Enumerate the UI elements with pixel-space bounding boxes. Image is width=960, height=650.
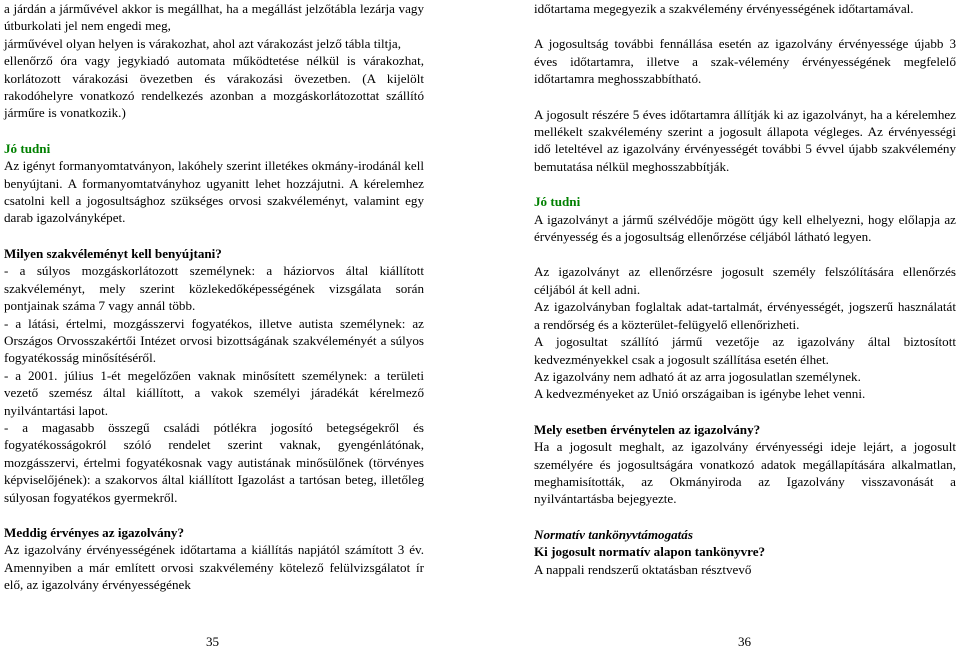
opinion-item-1: - a súlyos mozgáskorlátozott személynek: a háziorvos által kiállított szakvéleményt, mely szerint közlekedőképességének vizsgálata során pontjainak száma 7 vagy annál több. <box>4 263 424 314</box>
intro-paragraph-3: ellenőrző óra vagy jegykiadó automata működtetése nélkül is várakozhat, korlátozott várakozási övezetben és várakozási övezetben. (A kijelölt rakodóhelyre vonatkozó rendelkezés azonban a mozgáskorlátozottat szállító járműre is vonatkozik.) <box>4 53 424 121</box>
five-year-paragraph: A jogosult részére 5 éves időtartamra állítják ki az igazolványt, ha a kérelemhez mellékelt szakvélemény szerint a jogosult állapota végleges. Az érvényességi idő leteltével az igazolvány érvényességét további 5 évvel újabb szakvélemény bemutatása nélkül meghosszabbítják. <box>534 106 956 174</box>
left-column <box>4 0 424 594</box>
opinion-item-3: - a 2001. július 1-ét megelőzően vaknak minősített személynek: a területi vezető szemész által kiállított, a vakok személyi járadékát kérelmező nyilvántartási lapot. <box>4 367 424 418</box>
police-paragraph: Az igazolványban foglaltak adat-tartalmát, érvényességét, jogszerű használatát a rendőrség és a közterület-felügyelő ellenőrizheti. <box>534 299 956 332</box>
tip-heading-right: Jó tudni <box>534 194 581 210</box>
invalid-heading: Mely esetben érvénytelen az igazolvány? <box>534 421 761 437</box>
driver-paragraph: A jogosultat szállító jármű vezetője az igazolvány által biztosított kedvezményekkel csak a jogosult szállítása esetén élhet. <box>534 334 956 367</box>
section-text: A nappali rendszerű oktatásban résztvevő <box>534 561 752 577</box>
opinion-item-4: - a magasabb összegű családi pótlékra jogosító betegségekről és fogyatékosságokról szóló rendelet szerint vaknak, gyengénlátónak, mozgásszervi, értelmi fogyatékosnak vagy autistának minősülőnek (törvényes képviselőjének): a szakorvos által kiállított Igazolást a tartósan beteg, illetőleg súlyosan fogyatékos gyermekről. <box>4 419 424 505</box>
eu-paragraph: A kedvezményeket az Unió országaiban is igénybe lehet venni. <box>534 386 866 402</box>
right-column <box>534 0 956 578</box>
invalid-text: Ha a jogosult meghalt, az igazolvány érvényességi ideje lejárt, a jogosult személyére és jogosultságára vonatkozó adatok megállapítására alkalmatlan, meghamisították, az Okmányiroda az Igazolvány visszavonását a nyilvántartásba bejegyezte. <box>534 439 956 507</box>
left-page <box>4 0 424 650</box>
tip-heading: Jó tudni <box>4 140 51 156</box>
validity-heading: Meddig érvényes az igazolvány? <box>4 524 185 540</box>
opinion-heading: Milyen szakvéleményt kell benyújtani? <box>4 245 222 261</box>
section-question: Ki jogosult normatív alapon tankönyvre? <box>534 544 766 560</box>
continuation-text: időtartama megegyezik a szakvélemény érvényességének időtartamával. <box>534 1 914 16</box>
opinion-item-2: - a látási, értelmi, mozgásszervi fogyatékos, illetve autista személynek: az Országos Orvosszakértői Intézet orvosi bizottságának szakvéleményét a súlyos fogyatékosság minősítéséről. <box>4 315 424 366</box>
tip-paragraph: Az igényt formanyomtatványon, lakóhely szerint illetékes okmány-irodánál kell benyújtani. A formanyomtatványhoz ugyanitt lehet hozzájutni. A kérelemhez csatolni kell a jogosultsághoz szükséges orvosi szakvéleményt, valamint egy darab igazolványképet. <box>4 158 424 226</box>
renewal-paragraph: A jogosultság további fennállása esetén az igazolvány érvényessége újabb 3 éves időtartamra, illetve a szak-vélemény érvényességének megfelelő időtartamra meghosszabbítható. <box>534 36 956 87</box>
page-number-right: 36 <box>738 634 752 649</box>
inspection-paragraph: Az igazolványt az ellenőrzésre jogosult személy felszólítására ellenőrzés céljából át kell adni. <box>534 264 956 297</box>
transfer-paragraph: Az igazolvány nem adható át az arra jogosulatlan személynek. <box>534 368 861 384</box>
right-page <box>534 0 956 650</box>
section-title: Normatív tankönyvtámogatás <box>534 526 693 542</box>
page-number-left: 35 <box>206 634 220 649</box>
validity-text: Az igazolvány érvényességének időtartama a kiállítás napjától számított 3 év. Amennyiben a már említett orvosi szakvélemény kötelező felülvizsgálatot ír elő, az igazolvány érvényességének <box>4 542 424 593</box>
placement-paragraph: A igazolványt a jármű szélvédője mögött úgy kell elhelyezni, hogy előlapja az érvényesség és a jogosultság ellenőrzése céljából látható legyen. <box>534 211 956 245</box>
intro-paragraph-1: a járdán a járművével akkor is megállhat, ha a megállást jelzőtábla lezárja vagy útburkolati jel nem engedi meg, <box>4 1 424 34</box>
intro-paragraph-2: járművével olyan helyen is várakozhat, ahol azt várakozást jelző tábla tiltja, <box>4 35 402 51</box>
